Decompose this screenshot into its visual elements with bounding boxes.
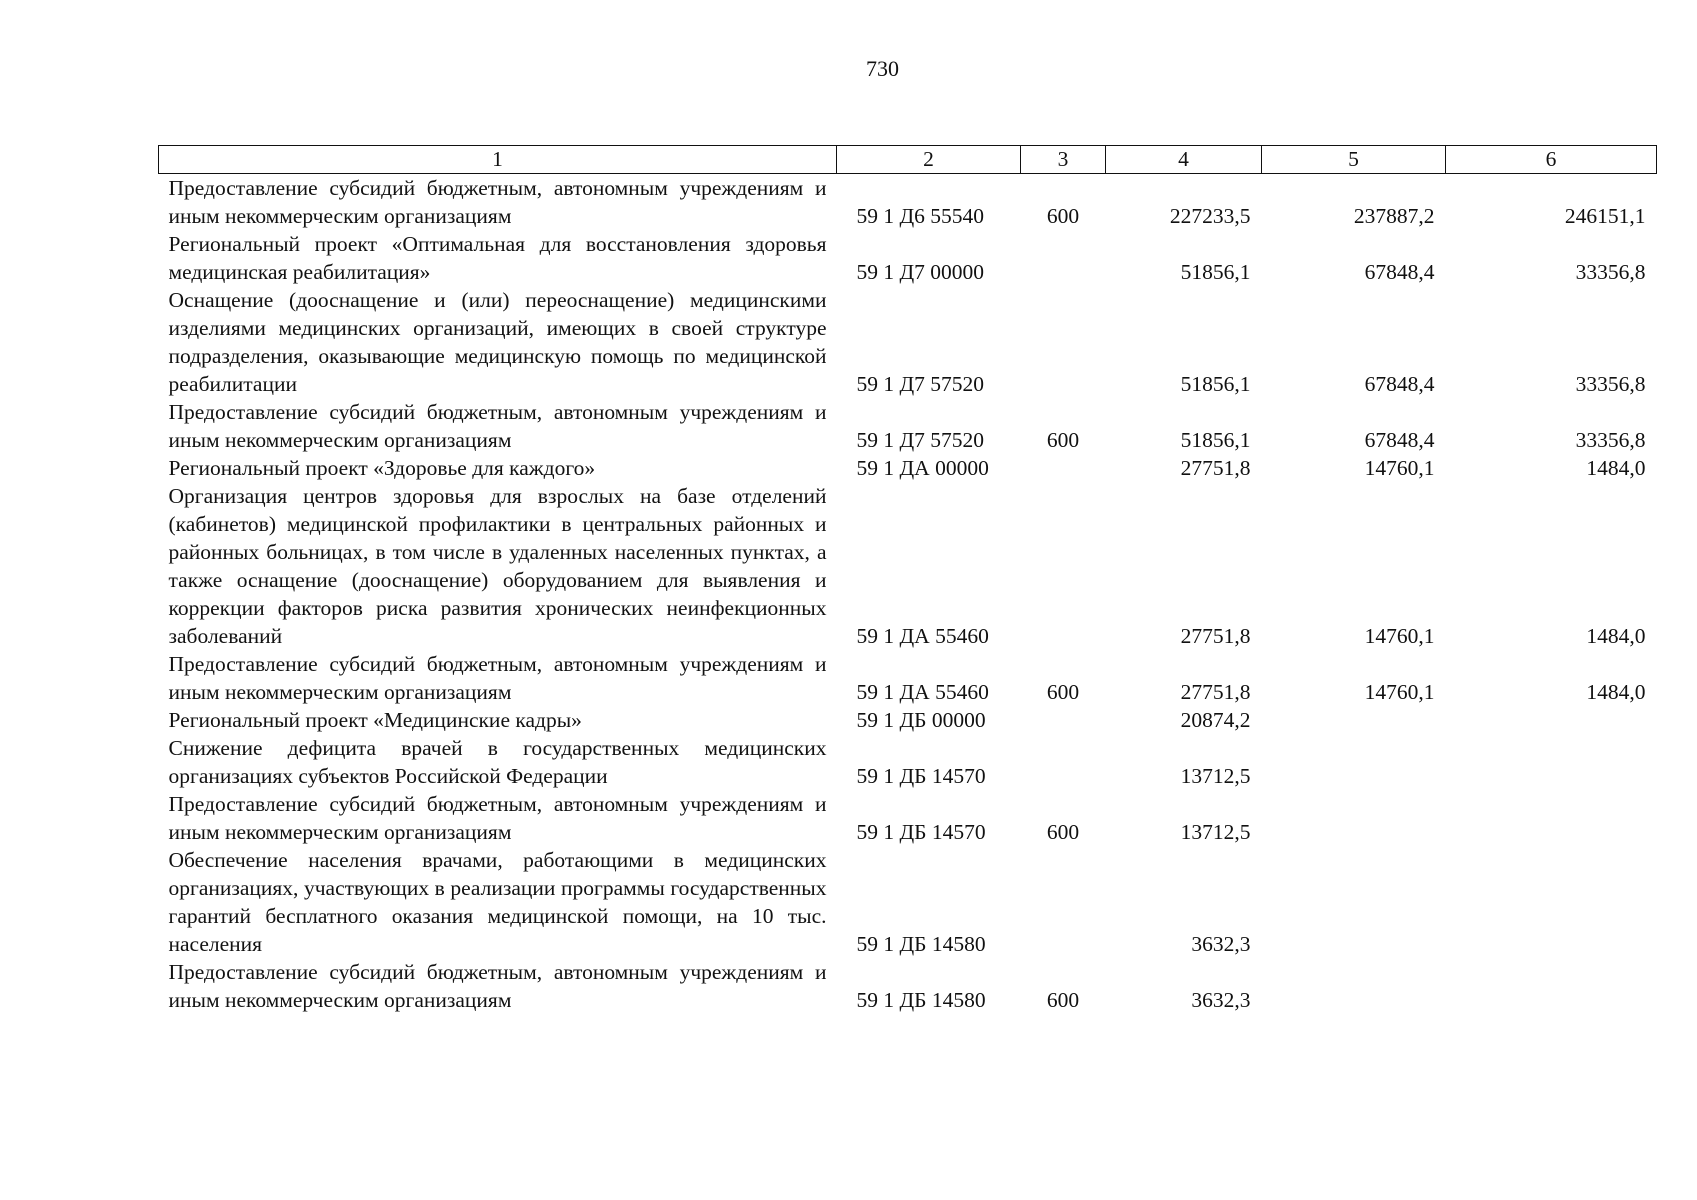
- header-col-5: 5: [1262, 146, 1446, 174]
- row-code: 59 1 ДА 00000: [856, 456, 989, 480]
- row-value-col-6: 246151,1: [1564, 204, 1646, 228]
- row-code: 59 1 ДБ 00000: [856, 708, 986, 732]
- row-name: Предоставление субсидий бюджетным, автономным учреждениям и иным некоммерческим организациям: [168, 792, 827, 844]
- table-row: [159, 230, 1657, 286]
- row-type: [1021, 482, 1106, 650]
- row-name: Предоставление субсидий бюджетным, автономным учреждениям и иным некоммерческим организациям: [168, 176, 827, 228]
- row-value-col-6: [1446, 734, 1657, 790]
- row-code: 59 1 Д7 00000: [856, 260, 985, 284]
- row-value-col-6: 33356,8: [1575, 428, 1646, 452]
- row-value-col-5: 14760,1: [1364, 624, 1435, 648]
- header-row: [159, 146, 1657, 174]
- row-value-col-5: 67848,4: [1364, 428, 1435, 452]
- table-row: [159, 454, 1657, 482]
- row-name: Региональный проект «Оптимальная для восстановления здоровья медицинская реабилитация»: [168, 232, 827, 284]
- table-row: [159, 482, 1657, 650]
- table-row: [159, 790, 1657, 846]
- row-value-col-6: 33356,8: [1575, 372, 1646, 396]
- row-value-col-6: 1484,0: [1586, 624, 1646, 648]
- page-number: 730: [866, 56, 899, 81]
- row-code: 59 1 Д7 57520: [856, 428, 985, 452]
- row-type: [1021, 734, 1106, 790]
- row-code: 59 1 ДБ 14580: [856, 988, 986, 1012]
- row-type: [1021, 846, 1106, 958]
- row-value-col-5: [1262, 734, 1446, 790]
- row-code: 59 1 Д7 57520: [856, 372, 985, 396]
- row-name: Предоставление субсидий бюджетным, автономным учреждениям и иным некоммерческим организациям: [168, 652, 827, 704]
- row-value-col-5: 14760,1: [1364, 680, 1435, 704]
- row-code: 59 1 ДБ 14580: [856, 932, 986, 956]
- header-col-3: 3: [1021, 146, 1106, 174]
- table-header: [159, 146, 1657, 174]
- row-value-col-4: 3632,3: [1191, 932, 1251, 956]
- row-name: Оснащение (дооснащение и (или) переоснащение) медицинскими изделиями медицинских организаций, имеющих в своей структуре подразделения, оказывающие медицинскую помощь по медицинской реабилитации: [168, 288, 827, 396]
- row-name: Обеспечение населения врачами, работающими в медицинских организациях, участвующих в реализации программы государственных гарантий бесплатного оказания медицинской помощи, на 10 тыс. населения: [168, 848, 827, 956]
- row-type: 600: [1046, 820, 1080, 844]
- table-row: [159, 706, 1657, 734]
- row-type: [1021, 454, 1106, 482]
- header-col-1: 1: [159, 146, 837, 174]
- row-value-col-4: 13712,5: [1180, 820, 1251, 844]
- row-name: Региональный проект «Медицинские кадры»: [168, 708, 582, 732]
- row-name: Снижение дефицита врачей в государственных медицинских организациях субъектов Российской Федерации: [168, 736, 827, 788]
- row-type: [1021, 286, 1106, 398]
- table-row: [159, 174, 1657, 231]
- row-value-col-5: [1262, 846, 1446, 958]
- row-type: 600: [1046, 680, 1080, 704]
- row-name: Организация центров здоровья для взрослых на базе отделений (кабинетов) медицинской профилактики в центральных районных и районных больницах, в том числе в удаленных населенных пунктах, а также оснащение (дооснащение) оборудованием для выявления и коррекции факторов риска развития хронических неинфекционных заболеваний: [168, 484, 827, 648]
- row-value-col-5: 237887,2: [1353, 204, 1435, 228]
- row-type: 600: [1046, 988, 1080, 1012]
- row-value-col-4: 20874,2: [1180, 708, 1251, 732]
- row-type: 600: [1046, 204, 1080, 228]
- row-value-col-4: 27751,8: [1180, 680, 1251, 704]
- row-value-col-5: 67848,4: [1364, 260, 1435, 284]
- row-value-col-6: [1446, 790, 1657, 846]
- row-value-col-4: 51856,1: [1180, 260, 1251, 284]
- table-row: [159, 846, 1657, 958]
- row-name: Региональный проект «Здоровье для каждого»: [168, 456, 596, 480]
- row-type: [1021, 706, 1106, 734]
- row-value-col-4: 27751,8: [1180, 456, 1251, 480]
- table-row: [159, 286, 1657, 398]
- row-value-col-4: 51856,1: [1180, 372, 1251, 396]
- table-row: [159, 734, 1657, 790]
- row-name: Предоставление субсидий бюджетным, автономным учреждениям и иным некоммерческим организациям: [168, 400, 827, 452]
- table-row: [159, 398, 1657, 454]
- row-type: 600: [1046, 428, 1080, 452]
- row-value-col-5: [1262, 706, 1446, 734]
- table-row: [159, 650, 1657, 706]
- row-value-col-6: [1446, 706, 1657, 734]
- row-code: 59 1 ДА 55460: [856, 624, 989, 648]
- row-code: 59 1 ДБ 14570: [856, 764, 986, 788]
- row-value-col-6: [1446, 958, 1657, 1014]
- row-value-col-4: 27751,8: [1180, 624, 1251, 648]
- row-name: Предоставление субсидий бюджетным, автономным учреждениям и иным некоммерческим организациям: [168, 960, 827, 1012]
- table-row: [159, 958, 1657, 1014]
- table-body: [159, 174, 1657, 1015]
- row-value-col-5: [1262, 790, 1446, 846]
- row-value-col-5: [1262, 958, 1446, 1014]
- row-value-col-4: 13712,5: [1180, 764, 1251, 788]
- row-value-col-6: 33356,8: [1575, 260, 1646, 284]
- row-value-col-6: [1446, 846, 1657, 958]
- header-col-2: 2: [837, 146, 1021, 174]
- header-col-4: 4: [1106, 146, 1262, 174]
- row-value-col-4: 227233,5: [1169, 204, 1251, 228]
- row-code: 59 1 ДА 55460: [856, 680, 989, 704]
- row-value-col-4: 51856,1: [1180, 428, 1251, 452]
- row-value-col-5: 14760,1: [1364, 456, 1435, 480]
- header-col-6: 6: [1446, 146, 1657, 174]
- row-value-col-5: 67848,4: [1364, 372, 1435, 396]
- budget-table: [158, 145, 1657, 1014]
- row-code: 59 1 Д6 55540: [856, 204, 985, 228]
- row-value-col-4: 3632,3: [1191, 988, 1251, 1012]
- row-type: [1021, 230, 1106, 286]
- row-code: 59 1 ДБ 14570: [856, 820, 986, 844]
- row-value-col-6: 1484,0: [1586, 456, 1646, 480]
- row-value-col-6: 1484,0: [1586, 680, 1646, 704]
